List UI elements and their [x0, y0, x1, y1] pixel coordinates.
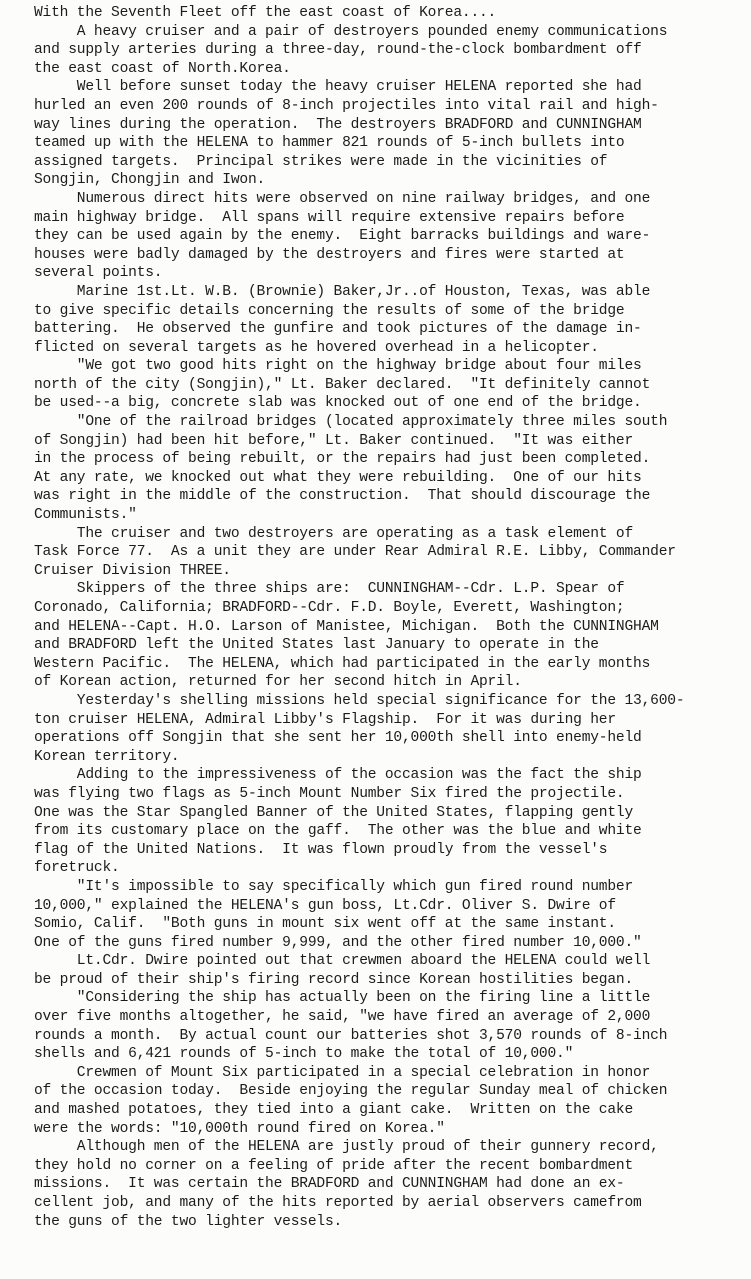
document-line: be proud of their ship's firing record since Korean hostilities began.: [34, 971, 634, 988]
document-line: missions. It was certain the BRADFORD and CUNNINGHAM had done an ex-: [34, 1176, 625, 1193]
document-line: With the Seventh Fleet off the east coast of Korea....: [34, 5, 497, 21]
document-line: Although men of the HELENA are justly proud of their gunnery record,: [34, 1139, 659, 1156]
document-line: Adding to the impressiveness of the occasion was the fact the ship: [34, 767, 642, 784]
document-line: shells and 6,421 rounds of 5-inch to make the total of 10,000.": [34, 1046, 574, 1063]
document-line: and supply arteries during a three-day, round-the-clock bombardment off: [34, 42, 642, 59]
document-line: The cruiser and two destroyers are operating as a task element of: [34, 525, 634, 542]
document-line: Lt.Cdr. Dwire pointed out that crewmen aboard the HELENA could well: [34, 953, 651, 970]
document-line: ton cruiser HELENA, Admiral Libby's Flagship. For it was during her: [34, 711, 616, 728]
document-line: Well before sunset today the heavy cruiser HELENA reported she had: [34, 79, 642, 96]
document-line: At any rate, we knocked out what they were rebuilding. One of our hits: [34, 469, 642, 486]
document-line: of Songjin) had been hit before," Lt. Baker continued. "It was either: [34, 432, 634, 449]
document-line: they can be used again by the enemy. Eight barracks buildings and ware-: [34, 228, 651, 245]
document-line: flicted on several targets as he hovered overhead in a helicopter.: [34, 339, 599, 356]
document-line: foretruck.: [34, 860, 120, 877]
document-line: "Considering the ship has actually been on the firing line a little: [34, 990, 651, 1007]
document-line: cellent job, and many of the hits reported by aerial observers camefrom: [34, 1195, 642, 1211]
document-line: Yesterday's shelling missions held special significance for the 13,600-: [34, 692, 685, 709]
document-line: main highway bridge. All spans will require extensive repairs before: [34, 209, 625, 226]
document-line: and BRADFORD left the United States last January to operate in the: [34, 637, 599, 654]
document-line: hurled an even 200 rounds of 8-inch projectiles into vital rail and high-: [34, 97, 659, 114]
document-line: Marine 1st.Lt. W.B. (Brownie) Baker,Jr..of Houston, Texas, was able: [34, 283, 651, 300]
document-line: way lines during the operation. The destroyers BRADFORD and CUNNINGHAM: [34, 116, 642, 133]
document-line: over five months altogether, he said, "we have fired an average of 2,000: [34, 1009, 651, 1026]
document-line: was right in the middle of the construction. That should discourage the: [34, 488, 651, 505]
document-line: Task Force 77. As a unit they are under Rear Admiral R.E. Libby, Commander: [34, 544, 676, 561]
document-line: Cruiser Division THREE.: [34, 562, 231, 579]
document-line: A heavy cruiser and a pair of destroyers pounded enemy communications: [34, 23, 668, 40]
document-line: of Korean action, returned for her second hitch in April.: [34, 674, 522, 691]
document-line: and mashed potatoes, they tied into a giant cake. Written on the cake: [34, 1102, 634, 1119]
document-line: were the words: "10,000th round fired on Korea.": [34, 1120, 445, 1137]
document-line: rounds a month. By actual count our batteries shot 3,570 rounds of 8-inch: [34, 1027, 668, 1044]
document-line: "One of the railroad bridges (located approximately three miles south: [34, 414, 668, 431]
document-line: Korean territory.: [34, 748, 180, 765]
document-line: One was the Star Spangled Banner of the United States, flapping gently: [34, 804, 634, 821]
document-line: Songjin, Chongjin and Iwon.: [34, 172, 266, 189]
document-line: the guns of the two lighter vessels.: [34, 1213, 343, 1230]
document-line: north of the city (Songjin)," Lt. Baker declared. "It definitely cannot: [34, 376, 651, 393]
document-line: Skippers of the three ships are: CUNNINGHAM--Cdr. L.P. Spear of: [34, 581, 625, 598]
document-line: operations off Songjin that she sent her 10,000th shell into enemy-held: [34, 730, 642, 747]
document-line: Western Pacific. The HELENA, which had participated in the early months: [34, 655, 651, 672]
document-line: and HELENA--Capt. H.O. Larson of Manistee, Michigan. Both the CUNNINGHAM: [34, 618, 659, 635]
document-line: in the process of being rebuilt, or the repairs had just been completed.: [34, 451, 651, 468]
document-line: Communists.": [34, 507, 137, 524]
document-line: houses were badly damaged by the destroyers and fires were started at: [34, 246, 625, 263]
document-line: Somio, Calif. "Both guns in mount six went off at the same instant.: [34, 916, 616, 933]
document-line: from its customary place on the gaff. The other was the blue and white: [34, 823, 642, 840]
document-line: to give specific details concerning the results of some of the bridge: [34, 302, 625, 319]
document-line: flag of the United Nations. It was flown proudly from the vessel's: [34, 841, 608, 858]
document-line: be used--a big, concrete slab was knocked out of one end of the bridge.: [34, 395, 642, 412]
document-line: teamed up with the HELENA to hammer 821 rounds of 5-inch bullets into: [34, 135, 625, 152]
document-line: "It's impossible to say specifically which gun fired round number: [34, 878, 634, 895]
document-line: battering. He observed the gunfire and took pictures of the damage in-: [34, 321, 642, 338]
document-line: "We got two good hits right on the highway bridge about four miles: [34, 358, 642, 375]
document-line: they hold no corner on a feeling of pride after the recent bombardment: [34, 1157, 634, 1174]
document-line: of the occasion today. Beside enjoying the regular Sunday meal of chicken: [34, 1083, 668, 1100]
document-line: Numerous direct hits were observed on nine railway bridges, and one: [34, 190, 651, 207]
document-line: several points.: [34, 265, 163, 282]
document-line: One of the guns fired number 9,999, and the other fired number 10,000.": [34, 934, 642, 951]
document-line: Coronado, California; BRADFORD--Cdr. F.D. Boyle, Everett, Washington;: [34, 600, 625, 616]
document-line: Crewmen of Mount Six participated in a special celebration in honor: [34, 1064, 651, 1081]
document-line: was flying two flags as 5-inch Mount Number Six fired the projectile.: [34, 785, 625, 802]
document-line: the east coast of North.Korea.: [34, 60, 291, 77]
document-line: 10,000," explained the HELENA's gun boss, Lt.Cdr. Oliver S. Dwire of: [34, 897, 616, 914]
document-line: assigned targets. Principal strikes were made in the vicinities of: [34, 153, 608, 170]
